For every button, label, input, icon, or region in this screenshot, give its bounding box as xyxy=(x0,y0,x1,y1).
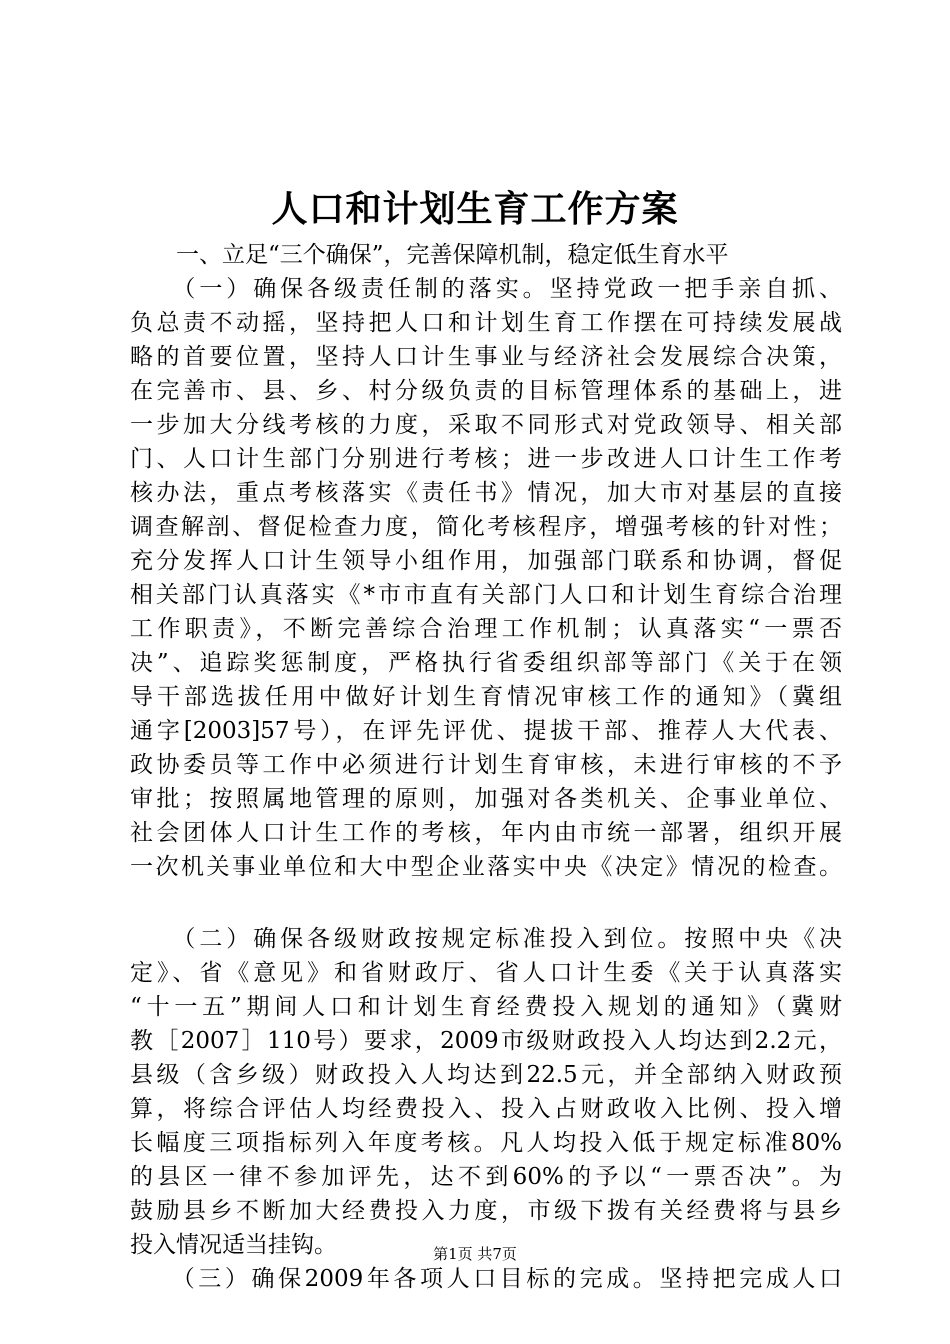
paragraph-line: （二）确保各级财政按规定标准投入到位。按照中央《决 xyxy=(130,926,842,952)
paragraph-line: 门、人口计生部门分别进行考核；进一步改进人口计生工作考 xyxy=(130,446,842,472)
paragraph-line: 鼓励县乡不断加大经费投入力度，市级下拨有关经费将与县乡 xyxy=(130,1198,842,1224)
paragraph-line: （一）确保各级责任制的落实。坚持党政一把手亲自抓、 xyxy=(130,276,842,302)
paragraph-line: 导干部选拔任用中做好计划生育情况审核工作的通知》（冀组 xyxy=(130,684,842,710)
paragraph-line: 通字[2003]57号），在评先评优、提拔干部、推荐人大代表、 xyxy=(130,718,842,744)
paragraph-line: 政协委员等工作中必须进行计划生育审核，未进行审核的不予 xyxy=(130,752,842,778)
paragraph-line: 在完善市、县、乡、村分级负责的目标管理体系的基础上，进 xyxy=(130,378,842,404)
paragraph-line: 算，将综合评估人均经费投入、投入占财政收入比例、投入增 xyxy=(130,1096,842,1122)
paragraph-line: 审批；按照属地管理的原则，加强对各类机关、企事业单位、 xyxy=(130,786,842,812)
paragraph-line: 工作职责》，不断完善综合治理工作机制；认真落实“一票否 xyxy=(130,616,842,642)
paragraph-line: 略的首要位置，坚持人口计生事业与经济社会发展综合决策， xyxy=(130,344,842,370)
paragraph-line: “十一五”期间人口和计划生育经费投入规划的通知》（冀财 xyxy=(130,994,842,1020)
paragraph-line: 一步加大分线考核的力度，采取不同形式对党政领导、相关部 xyxy=(130,412,842,438)
paragraph-line: 负总责不动摇，坚持把人口和计划生育工作摆在可持续发展战 xyxy=(130,310,842,336)
document-title: 人口和计划生育工作方案 xyxy=(271,188,679,230)
paragraph-line: 投入情况适当挂钩。 xyxy=(130,1232,337,1258)
paragraph-line: 的县区一律不参加评先，达不到60%的予以“一票否决”。为 xyxy=(130,1164,842,1190)
section-heading-1: 一、立足“三个确保”，完善保障机制，稳定低生育水平 xyxy=(130,242,729,268)
paragraph-line: 一次机关事业单位和大中型企业落实中央《决定》情况的检查。 xyxy=(130,854,842,880)
paragraph-line: 相关部门认真落实《*市市直有关部门人口和计划生育综合治理 xyxy=(130,582,842,608)
paragraph-1 xyxy=(130,272,842,884)
paragraph-line: 县级（含乡级）财政投入人均达到22.5元，并全部纳入财政预 xyxy=(130,1062,842,1088)
paragraph-line: 核办法，重点考核落实《责任书》情况，加大市对基层的直接 xyxy=(130,480,842,506)
document-body xyxy=(130,238,842,1296)
paragraph-line: 调查解剖、督促检查力度，简化考核程序，增强考核的针对性； xyxy=(130,514,842,540)
paragraph-line: 决”、追踪奖惩制度，严格执行省委组织部等部门《关于在领 xyxy=(130,650,842,676)
paragraph-line: 长幅度三项指标列入年度考核。凡人均投入低于规定标准80% xyxy=(130,1130,842,1156)
paragraph-line: 社会团体人口计生工作的考核，年内由市统一部署，组织开展 xyxy=(130,820,842,846)
page-footer: 第1页 共7页 xyxy=(433,1245,517,1263)
paragraph-line: 教［2007］110号）要求，2009市级财政投入人均达到2.2元， xyxy=(130,1028,842,1054)
paragraph-3 xyxy=(130,1262,842,1296)
paragraph-line: （三）确保2009年各项人口目标的完成。坚持把完成人口 xyxy=(130,1266,842,1292)
paragraph-line: 充分发挥人口计生领导小组作用，加强部门联系和协调，督促 xyxy=(130,548,842,574)
paragraph-2 xyxy=(130,922,842,1262)
paragraph-spacer xyxy=(130,884,842,922)
paragraph-line: 定》、省《意见》和省财政厅、省人口计生委《关于认真落实 xyxy=(130,960,842,986)
